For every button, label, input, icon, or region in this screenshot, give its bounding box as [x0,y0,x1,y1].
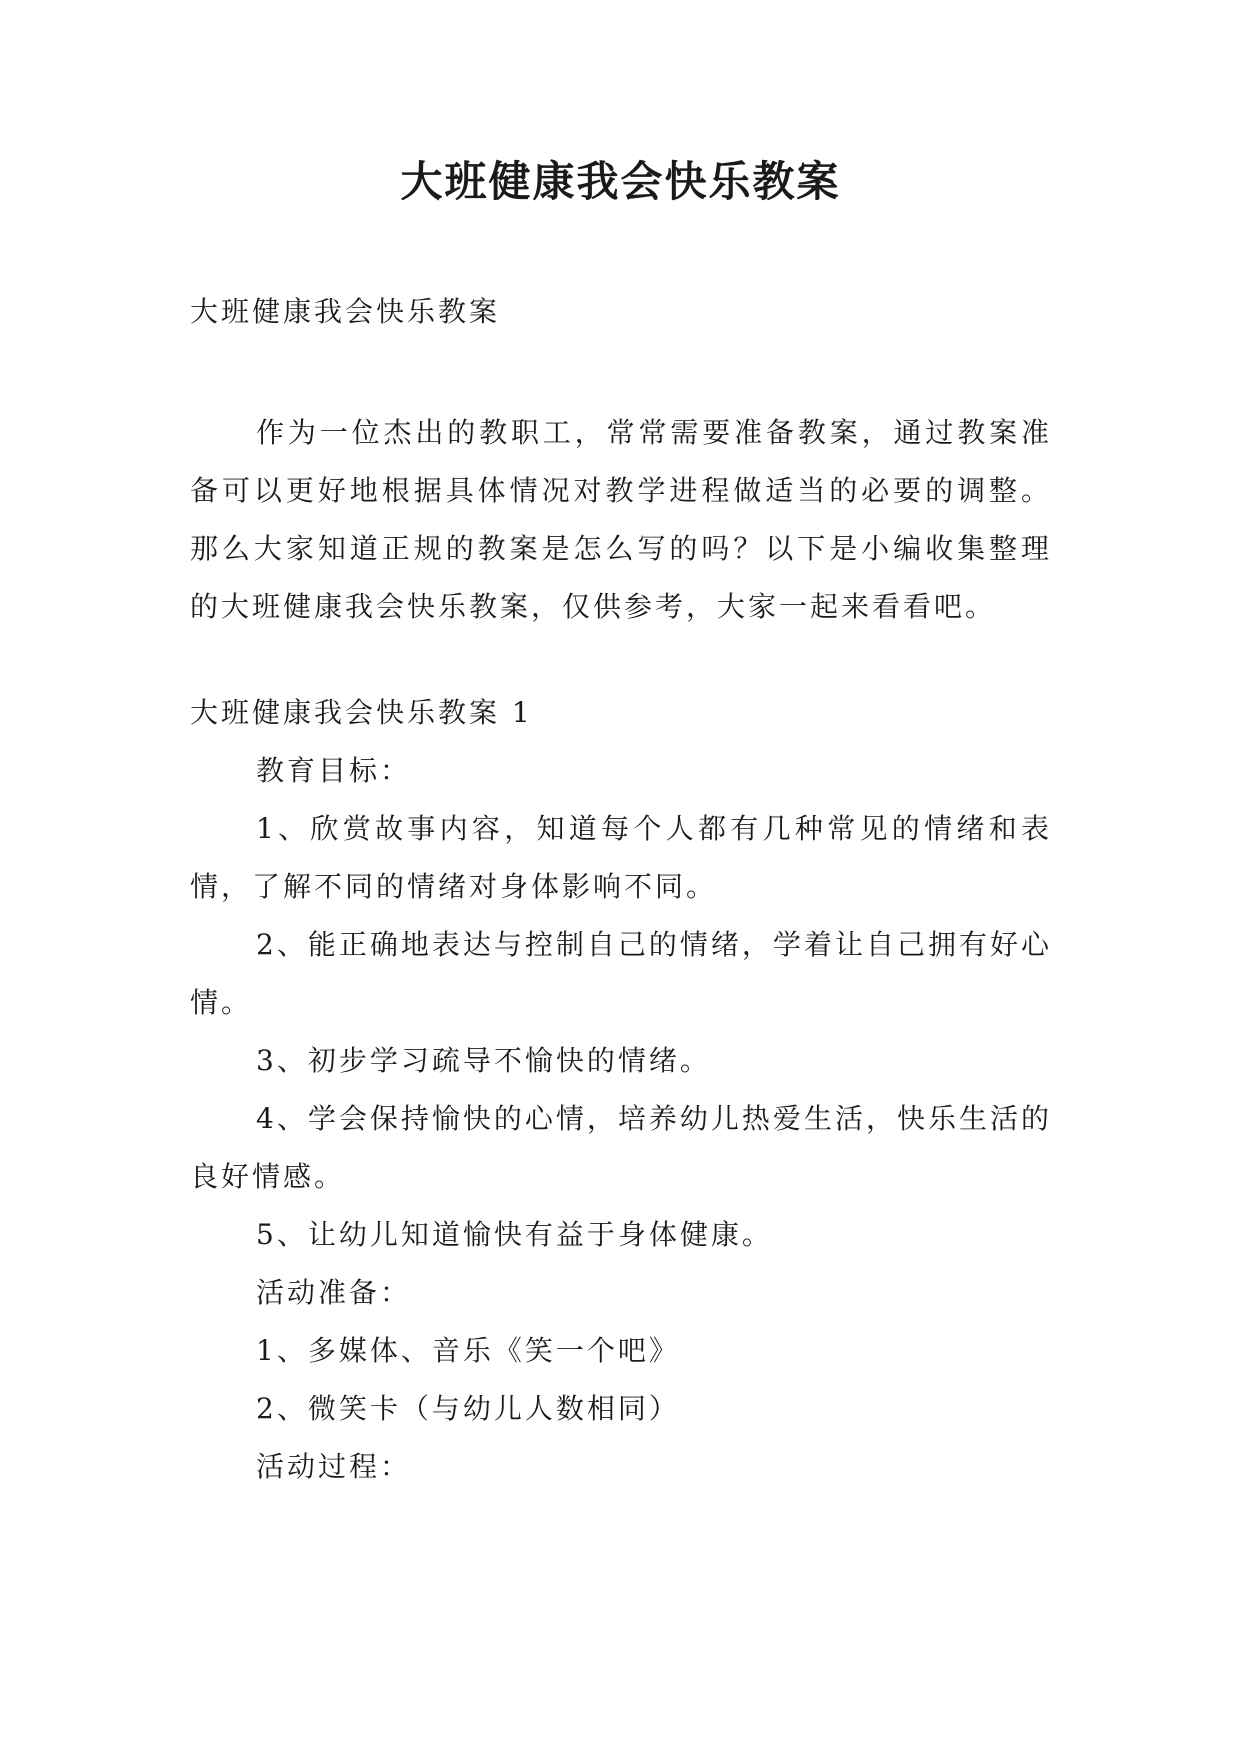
section-heading: 大班健康我会快乐教案 1 [190,696,533,729]
goal-item-1: 1、欣赏故事内容，知道每个人都有几种常见的情绪和表情，了解不同的情绪对身体影响不同。 [190,812,1052,903]
page-title: 大班健康我会快乐教案 [400,157,841,206]
goal-item-4: 4、学会保持愉快的心情，培养幼儿热爱生活，快乐生活的良好情感。 [190,1102,1052,1193]
prep-label: 活动准备： [256,1276,412,1309]
goal-item-2: 2、能正确地表达与控制自己的情绪，学着让自己拥有好心情。 [190,928,1052,1019]
prep-item-2: 2、微笑卡（与幼儿人数相同） [256,1392,680,1425]
prep-item-1: 1、多媒体、音乐《笑一个吧》 [256,1334,680,1367]
goal-item-3: 3、初步学习疏导不愉快的情绪。 [256,1044,711,1077]
document-subtitle: 大班健康我会快乐教案 [190,295,501,328]
goals-label: 教育目标： [256,754,412,787]
process-label: 活动过程： [256,1450,412,1483]
intro-paragraph: 作为一位杰出的教职工，常常需要准备教案，通过教案准备可以更好地根据具体情况对教学进程做适当的必要的调整。那么大家知道正规的教案是怎么写的吗？以下是小编收集整理的大班健康我会快乐教案，仅供参考，大家一起来看看吧。 [190,416,1052,623]
goal-item-5: 5、让幼儿知道愉快有益于身体健康。 [256,1218,773,1251]
document-body [190,404,1052,1496]
